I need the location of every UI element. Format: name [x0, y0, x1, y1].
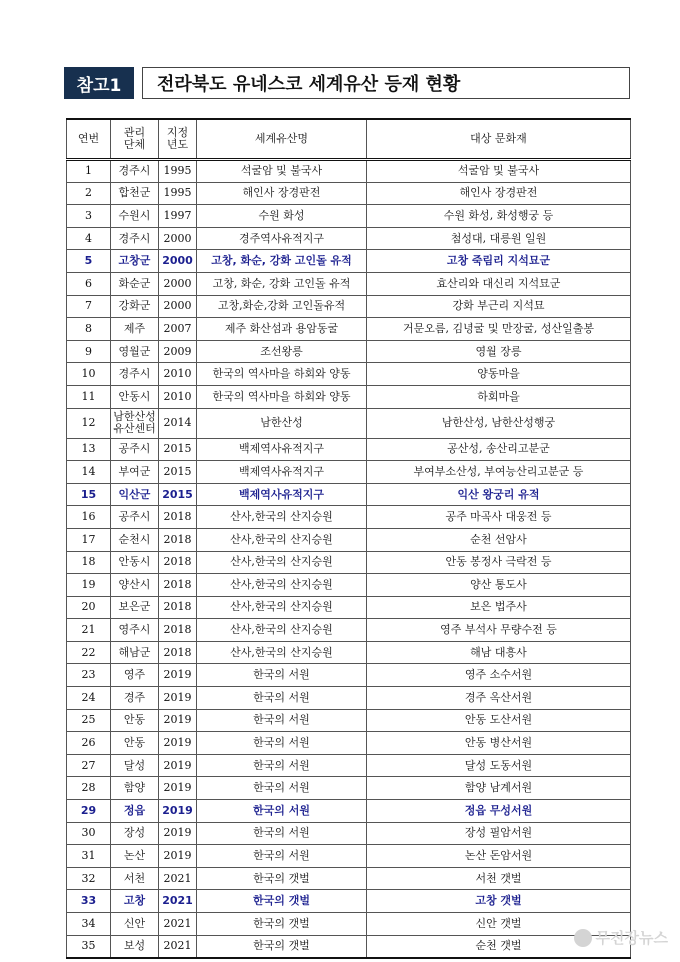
- cell-target: 보은 법주사: [367, 596, 631, 619]
- cell-no: 6: [67, 272, 111, 295]
- cell-year: 2021: [159, 935, 197, 958]
- cell-target: 순천 갯벌: [367, 935, 631, 958]
- cell-heritage: 산사,한국의 산지승원: [197, 641, 367, 664]
- cell-year: 2018: [159, 619, 197, 642]
- cell-target: 해인사 장경판전: [367, 182, 631, 205]
- table-row: [67, 687, 631, 710]
- cell-year: 2010: [159, 363, 197, 386]
- cell-target: 석굴암 및 불국사: [367, 160, 631, 183]
- cell-year: 2021: [159, 867, 197, 890]
- cell-org: 보성: [111, 935, 159, 958]
- cell-target: 정읍 무성서원: [367, 800, 631, 823]
- cell-org: 정읍: [111, 800, 159, 823]
- table-row: [67, 800, 631, 823]
- cell-heritage: 산사,한국의 산지승원: [197, 619, 367, 642]
- cell-target: 하회마을: [367, 385, 631, 408]
- table-row: [67, 551, 631, 574]
- cell-org: 양산시: [111, 574, 159, 597]
- column-header-year: 지정 년도: [159, 119, 197, 160]
- cell-heritage: 한국의 서원: [197, 687, 367, 710]
- cell-target: 고창 갯벌: [367, 890, 631, 913]
- cell-target: 양산 통도사: [367, 574, 631, 597]
- cell-heritage: 백제역사유적지구: [197, 461, 367, 484]
- cell-year: 2019: [159, 800, 197, 823]
- cell-org: 영주: [111, 664, 159, 687]
- cell-year: 2000: [159, 272, 197, 295]
- cell-year: 2019: [159, 822, 197, 845]
- cell-heritage: 고창, 화순, 강화 고인돌 유적: [197, 272, 367, 295]
- cell-year: 2018: [159, 641, 197, 664]
- cell-year: 2021: [159, 913, 197, 936]
- table-body: [67, 160, 631, 958]
- cell-target: 장성 필암서원: [367, 822, 631, 845]
- table-row: [67, 732, 631, 755]
- cell-org: 신안: [111, 913, 159, 936]
- cell-year: 2015: [159, 483, 197, 506]
- table-row: [67, 250, 631, 273]
- cell-no: 29: [67, 800, 111, 823]
- table-row: [67, 596, 631, 619]
- cell-heritage: 한국의 서원: [197, 732, 367, 755]
- table-row: [67, 664, 631, 687]
- cell-no: 15: [67, 483, 111, 506]
- cell-heritage: 고창, 화순, 강화 고인돌 유적: [197, 250, 367, 273]
- cell-target: 논산 돈암서원: [367, 845, 631, 868]
- cell-no: 30: [67, 822, 111, 845]
- cell-heritage: 한국의 갯벌: [197, 867, 367, 890]
- table-row: [67, 619, 631, 642]
- cell-heritage: 한국의 역사마을 하회와 양동: [197, 385, 367, 408]
- cell-org: 순천시: [111, 528, 159, 551]
- section-header: [64, 67, 630, 99]
- table-row: [67, 506, 631, 529]
- cell-target: 영주 부석사 무량수전 등: [367, 619, 631, 642]
- table-row: [67, 709, 631, 732]
- cell-org: 경주시: [111, 227, 159, 250]
- table-row: [67, 777, 631, 800]
- cell-heritage: 산사,한국의 산지승원: [197, 551, 367, 574]
- cell-target: 서천 갯벌: [367, 867, 631, 890]
- table-row: [67, 935, 631, 958]
- cell-org: 달성: [111, 754, 159, 777]
- table-row: [67, 845, 631, 868]
- cell-no: 2: [67, 182, 111, 205]
- cell-org: 영월군: [111, 340, 159, 363]
- table-row: [67, 160, 631, 183]
- cell-no: 27: [67, 754, 111, 777]
- cell-org: 영주시: [111, 619, 159, 642]
- cell-no: 11: [67, 385, 111, 408]
- table-header-row: [67, 119, 631, 160]
- table-row: [67, 318, 631, 341]
- cell-no: 24: [67, 687, 111, 710]
- cell-year: 1995: [159, 160, 197, 183]
- cell-target: 첨성대, 대릉원 일원: [367, 227, 631, 250]
- table-row: [67, 438, 631, 461]
- cell-heritage: 경주역사유적지구: [197, 227, 367, 250]
- cell-target: 안동 도산서원: [367, 709, 631, 732]
- heritage-table: [66, 118, 631, 959]
- cell-heritage: 산사,한국의 산지승원: [197, 506, 367, 529]
- cell-year: 2018: [159, 596, 197, 619]
- cell-heritage: 백제역사유적지구: [197, 438, 367, 461]
- cell-no: 8: [67, 318, 111, 341]
- cell-no: 4: [67, 227, 111, 250]
- cell-org: 강화군: [111, 295, 159, 318]
- cell-year: 1997: [159, 205, 197, 228]
- cell-org: 남한산성 유산센터: [111, 408, 159, 438]
- watermark-text: 무진장뉴스: [595, 929, 668, 947]
- cell-year: 2000: [159, 295, 197, 318]
- cell-heritage: 산사,한국의 산지승원: [197, 528, 367, 551]
- cell-no: 16: [67, 506, 111, 529]
- cell-target: 영주 소수서원: [367, 664, 631, 687]
- table-row: [67, 363, 631, 386]
- table-row: [67, 461, 631, 484]
- cell-no: 31: [67, 845, 111, 868]
- cell-no: 5: [67, 250, 111, 273]
- cell-target: 부여부소산성, 부여능산리고분군 등: [367, 461, 631, 484]
- cell-target: 공산성, 송산리고분군: [367, 438, 631, 461]
- cell-year: 2009: [159, 340, 197, 363]
- cell-target: 수원 화성, 화성행궁 등: [367, 205, 631, 228]
- cell-year: 2018: [159, 551, 197, 574]
- cell-org: 안동: [111, 732, 159, 755]
- cell-no: 12: [67, 408, 111, 438]
- cell-org: 논산: [111, 845, 159, 868]
- cell-target: 달성 도동서원: [367, 754, 631, 777]
- cell-year: 2018: [159, 528, 197, 551]
- cell-target: 강화 부근리 지석묘: [367, 295, 631, 318]
- cell-no: 22: [67, 641, 111, 664]
- news-logo-icon: [574, 929, 592, 947]
- cell-no: 26: [67, 732, 111, 755]
- cell-no: 3: [67, 205, 111, 228]
- cell-target: 효산리와 대신리 지석묘군: [367, 272, 631, 295]
- table-row: [67, 754, 631, 777]
- cell-no: 28: [67, 777, 111, 800]
- cell-org: 경주시: [111, 160, 159, 183]
- cell-org: 부여군: [111, 461, 159, 484]
- table-row: [67, 574, 631, 597]
- table-row: [67, 227, 631, 250]
- table-row: [67, 913, 631, 936]
- cell-target: 신안 갯벌: [367, 913, 631, 936]
- cell-heritage: 한국의 서원: [197, 664, 367, 687]
- cell-year: 2019: [159, 732, 197, 755]
- cell-heritage: 한국의 서원: [197, 800, 367, 823]
- table-row: [67, 340, 631, 363]
- cell-target: 순천 선암사: [367, 528, 631, 551]
- cell-heritage: 한국의 갯벌: [197, 890, 367, 913]
- column-header-target: 대상 문화재: [367, 119, 631, 160]
- cell-year: 2007: [159, 318, 197, 341]
- page-title: 전라북도 유네스코 세계유산 등재 현황: [142, 67, 630, 99]
- cell-no: 1: [67, 160, 111, 183]
- cell-year: 2019: [159, 664, 197, 687]
- cell-heritage: 해인사 장경판전: [197, 182, 367, 205]
- cell-year: 2010: [159, 385, 197, 408]
- cell-target: 경주 옥산서원: [367, 687, 631, 710]
- table-row: [67, 408, 631, 438]
- table-row: [67, 182, 631, 205]
- cell-org: 안동시: [111, 551, 159, 574]
- cell-year: 2000: [159, 250, 197, 273]
- cell-heritage: 한국의 갯벌: [197, 913, 367, 936]
- cell-year: 2019: [159, 754, 197, 777]
- cell-target: 양동마을: [367, 363, 631, 386]
- cell-org: 경주시: [111, 363, 159, 386]
- cell-heritage: 고창,화순,강화 고인돌유적: [197, 295, 367, 318]
- cell-no: 18: [67, 551, 111, 574]
- cell-heritage: 수원 화성: [197, 205, 367, 228]
- table-row: [67, 205, 631, 228]
- cell-heritage: 조선왕릉: [197, 340, 367, 363]
- table-row: [67, 641, 631, 664]
- cell-org: 안동: [111, 709, 159, 732]
- cell-org: 경주: [111, 687, 159, 710]
- reference-badge: 참고1: [64, 67, 134, 99]
- cell-org: 화순군: [111, 272, 159, 295]
- cell-no: 32: [67, 867, 111, 890]
- cell-year: 2015: [159, 438, 197, 461]
- table-row: [67, 385, 631, 408]
- cell-heritage: 한국의 서원: [197, 777, 367, 800]
- cell-org: 수원시: [111, 205, 159, 228]
- cell-year: 2019: [159, 777, 197, 800]
- cell-target: 안동 봉정사 극락전 등: [367, 551, 631, 574]
- cell-target: 공주 마곡사 대웅전 등: [367, 506, 631, 529]
- cell-target: 영월 장릉: [367, 340, 631, 363]
- cell-target: 안동 병산서원: [367, 732, 631, 755]
- cell-no: 9: [67, 340, 111, 363]
- cell-org: 고창: [111, 890, 159, 913]
- cell-target: 함양 남계서원: [367, 777, 631, 800]
- table-row: [67, 483, 631, 506]
- cell-heritage: 남한산성: [197, 408, 367, 438]
- column-header-no: 연번: [67, 119, 111, 160]
- cell-target: 거문오름, 김녕굴 및 만장굴, 성산일출봉: [367, 318, 631, 341]
- table-row: [67, 890, 631, 913]
- cell-year: 2019: [159, 687, 197, 710]
- table-row: [67, 295, 631, 318]
- cell-heritage: 한국의 서원: [197, 709, 367, 732]
- cell-org: 합천군: [111, 182, 159, 205]
- column-header-heritage: 세계유산명: [197, 119, 367, 160]
- cell-org: 장성: [111, 822, 159, 845]
- cell-year: 2000: [159, 227, 197, 250]
- cell-target: 익산 왕궁리 유적: [367, 483, 631, 506]
- cell-org: 제주: [111, 318, 159, 341]
- table-row: [67, 822, 631, 845]
- cell-no: 13: [67, 438, 111, 461]
- cell-org: 해남군: [111, 641, 159, 664]
- watermark: [574, 927, 668, 948]
- cell-org: 고창군: [111, 250, 159, 273]
- cell-year: 2015: [159, 461, 197, 484]
- table-row: [67, 528, 631, 551]
- cell-heritage: 한국의 서원: [197, 754, 367, 777]
- cell-org: 보은군: [111, 596, 159, 619]
- cell-target: 해남 대흥사: [367, 641, 631, 664]
- cell-heritage: 석굴암 및 불국사: [197, 160, 367, 183]
- cell-no: 7: [67, 295, 111, 318]
- cell-year: 2018: [159, 506, 197, 529]
- cell-year: 2021: [159, 890, 197, 913]
- cell-heritage: 한국의 서원: [197, 822, 367, 845]
- cell-no: 23: [67, 664, 111, 687]
- cell-no: 20: [67, 596, 111, 619]
- cell-org: 서천: [111, 867, 159, 890]
- cell-no: 25: [67, 709, 111, 732]
- cell-target: 남한산성, 남한산성행궁: [367, 408, 631, 438]
- cell-no: 35: [67, 935, 111, 958]
- column-header-org: 관리 단체: [111, 119, 159, 160]
- cell-org: 익산군: [111, 483, 159, 506]
- cell-no: 34: [67, 913, 111, 936]
- cell-year: 2014: [159, 408, 197, 438]
- cell-no: 14: [67, 461, 111, 484]
- cell-no: 10: [67, 363, 111, 386]
- cell-no: 21: [67, 619, 111, 642]
- cell-year: 2019: [159, 845, 197, 868]
- cell-heritage: 한국의 갯벌: [197, 935, 367, 958]
- cell-heritage: 백제역사유적지구: [197, 483, 367, 506]
- cell-no: 33: [67, 890, 111, 913]
- cell-heritage: 제주 화산섬과 용암동굴: [197, 318, 367, 341]
- cell-org: 안동시: [111, 385, 159, 408]
- cell-org: 함양: [111, 777, 159, 800]
- cell-org: 공주시: [111, 506, 159, 529]
- cell-heritage: 한국의 서원: [197, 845, 367, 868]
- table-row: [67, 272, 631, 295]
- cell-heritage: 산사,한국의 산지승원: [197, 574, 367, 597]
- cell-heritage: 산사,한국의 산지승원: [197, 596, 367, 619]
- cell-year: 1995: [159, 182, 197, 205]
- cell-heritage: 한국의 역사마을 하회와 양동: [197, 363, 367, 386]
- cell-target: 고창 죽림리 지석묘군: [367, 250, 631, 273]
- cell-year: 2018: [159, 574, 197, 597]
- cell-no: 19: [67, 574, 111, 597]
- cell-year: 2019: [159, 709, 197, 732]
- table-row: [67, 867, 631, 890]
- cell-org: 공주시: [111, 438, 159, 461]
- cell-no: 17: [67, 528, 111, 551]
